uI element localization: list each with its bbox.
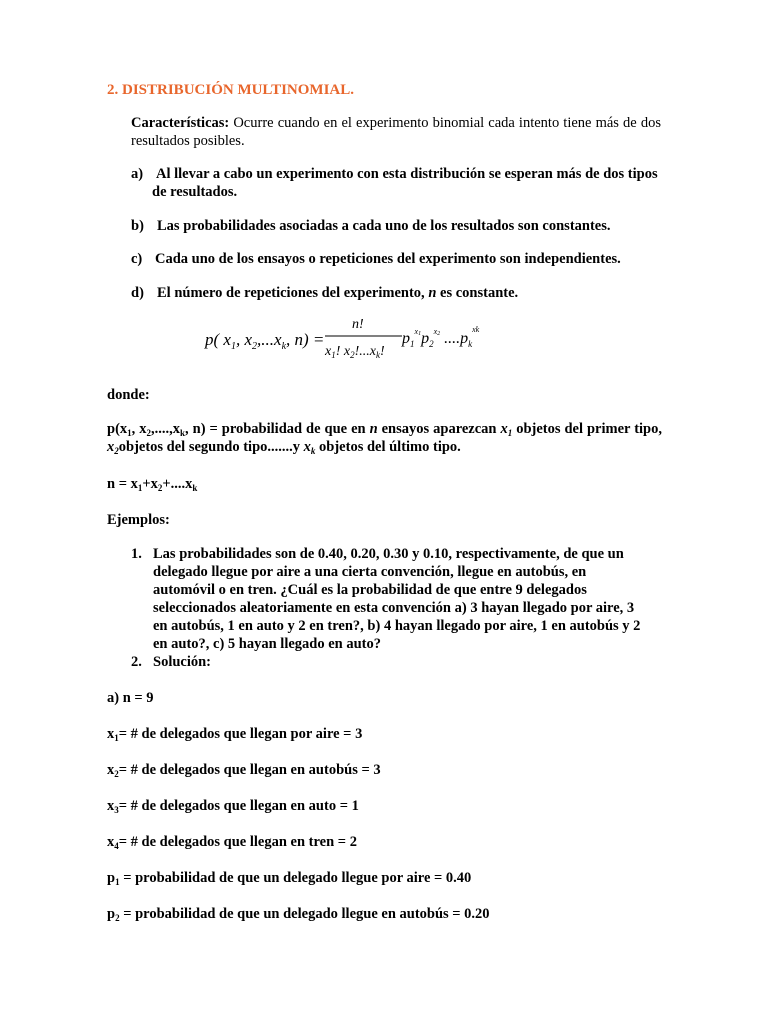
example-1 xyxy=(131,545,651,653)
solution-line-p2: $p_2$ = probabilidad de que un delegado llegue en autobús = 0.20 xyxy=(107,906,490,923)
donde-label: donde: xyxy=(107,387,150,403)
list-item-d xyxy=(131,284,671,302)
list-item-text: Las probabilidades asociadas a cada uno de los resultados son constantes. xyxy=(157,218,611,234)
example-text: Las probabilidades son de 0.40, 0.20, 0.30 y 0.10, respectivamente, de que un delegado llegue por aire a una cierta convención, llegue en autobús, en automóvil o en tren. ¿Cuál es la probabilidad de que entre 9 delegados seleccionados aleatoriamente en esta convención a) 3 hayan llegado por aire, 3 en autobús, 1 en auto y 2 en tren?, b) 4 hayan llegado por aire, 1 en autobús y 2 en auto?, c) 5 hayan llegado en auto? xyxy=(153,546,641,652)
list-marker: c) xyxy=(131,251,143,267)
ejemplos-label: Ejemplos: xyxy=(107,512,170,528)
solution-line-p1: $p_1$ = probabilidad de que un delegado llegue por aire = 0.40 xyxy=(107,870,472,887)
multinomial-formula xyxy=(205,312,505,364)
characteristics-paragraph xyxy=(131,114,661,150)
example-2 xyxy=(131,653,651,671)
list-item-text: Cada uno de los ensayos o repeticiones del experimento son independientes. xyxy=(155,251,621,267)
example-text: Solución: xyxy=(153,654,212,670)
n-equation: $n = x_1+x_2+....x_k$ xyxy=(107,476,198,493)
solution-n: a) n = 9 xyxy=(107,690,154,706)
solution-line-x3: $x_3=$ # de delegados que llegan en auto = 1 xyxy=(107,798,359,815)
list-item-text: El número de repeticiones del experimento, n es constante. xyxy=(157,285,519,301)
svg-text:p1x1p2x2 ....pkxk: $p_1^x1p_2^x2$ $....p_k^{xk}$ xyxy=(402,325,480,349)
list-item-a xyxy=(131,165,661,201)
list-item-c xyxy=(131,250,671,268)
characteristics-text: Ocurre cuando en el experimento binomial cada intento tiene más de dos resultados posibles. xyxy=(131,115,661,149)
solution-line-x1: $x_1=$ # de delegados que llegan por aire = 3 xyxy=(107,726,363,743)
svg-text:p( x1, x2,...xk, n) =: p( $x_1$, $x_2,...x_k$, n) = xyxy=(205,330,325,352)
characteristics-label: Características: xyxy=(131,115,230,131)
section-title: 2. DISTRIBUCIÓN MULTINOMIAL. xyxy=(107,82,354,98)
list-marker: a) xyxy=(131,166,144,182)
solution-line-x2: $x_2=$ # de delegados que llegan en autobús = 3 xyxy=(107,762,381,779)
svg-text:n!: n! xyxy=(352,317,364,332)
list-item-text: Al llevar a cabo un experimento con esta distribución se esperan más de dos tipos de resultados. xyxy=(152,166,658,200)
definition-paragraph: $p(x_1$, $x_2,....,x_k$, n) = probabilidad de que en n ensayos aparezcan $x_1$ objetos del primer tipo, $x_2objetos$ del segundo tipo.......y $x_k$ objetos del último tipo. xyxy=(107,421,662,456)
example-number: 1. xyxy=(131,546,142,562)
example-number: 2. xyxy=(131,654,142,670)
list-marker: d) xyxy=(131,285,144,301)
solution-line-x4: $x_4=$ # de delegados que llegan en tren = 2 xyxy=(107,834,357,851)
svg-text:x1! x2!...xk!: $x_1$! $x_2!...x_k$! xyxy=(325,344,385,360)
list-item-b xyxy=(131,217,671,235)
list-marker: b) xyxy=(131,218,144,234)
